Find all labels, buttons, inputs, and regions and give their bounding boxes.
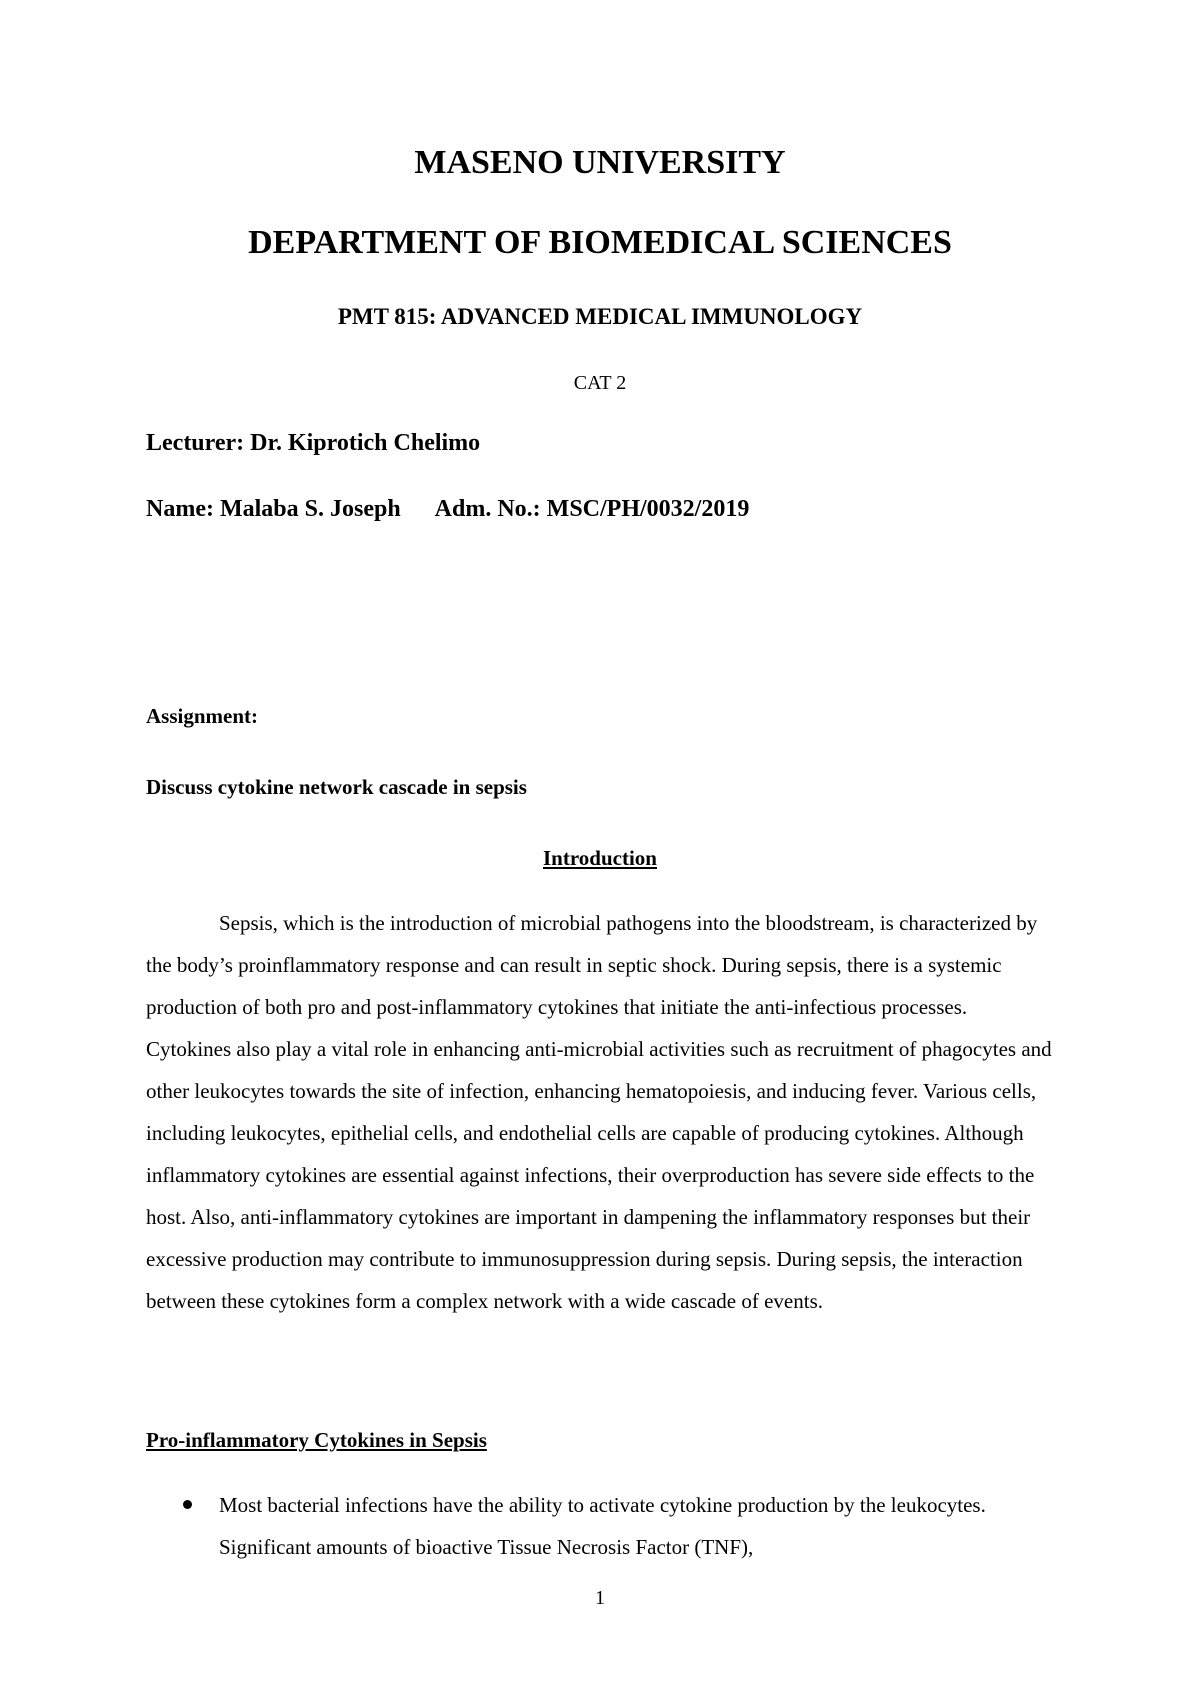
list-item [146,1484,1056,1568]
assignment-question: Discuss cytokine network cascade in sepsis [146,775,527,799]
department-title: DEPARTMENT OF BIOMEDICAL SCIENCES [248,224,952,261]
admission-number: Adm. No.: MSC/PH/0032/2019 [434,496,750,522]
student-details [146,496,749,523]
bullet-icon [183,1500,192,1509]
bullet-text: Most bacterial infections have the ability to activate cytokine production by the leukocytes. Significant amounts of bioactive Tissue Necrosis Factor (TNF), [219,1493,986,1559]
page-number: 1 [595,1587,605,1609]
university-title: MASENO UNIVERSITY [414,144,786,181]
introduction-paragraph: Sepsis, which is the introduction of microbial pathogens into the bloodstream, is characterized by the body’s proinflammatory response and can result in septic shock. During sepsis, there is a systemic production of both pro and post-inflammatory cytokines that initiate the anti-infectious processes. Cytokines also play a vital role in enhancing anti-microbial activities such as recruitment of phagocytes and other leukocytes towards the site of infection, enhancing hematopoiesis, and inducing fever. Various cells, including leukocytes, epithelial cells, and endothelial cells are capable of producing cytokines. Although inflammatory cytokines are essential against infections, their overproduction has severe side effects to the host. Also, anti-inflammatory cytokines are important in dampening the inflammatory responses but their excessive production may contribute to immunosuppression during sepsis. During sepsis, the interaction between these cytokines form a complex network with a wide cascade of events. [146,911,1052,1313]
introduction-heading: Introduction [543,846,657,870]
lecturer-line: Lecturer: Dr. Kiprotich Chelimo [146,430,481,456]
cat-label: CAT 2 [573,372,627,394]
assignment-label: Assignment: [146,704,259,728]
proinflammatory-heading: Pro-inflammatory Cytokines in Sepsis [146,1428,487,1452]
student-name: Name: Malaba S. Joseph [146,496,401,522]
course-title: PMT 815: ADVANCED MEDICAL IMMUNOLOGY [337,304,863,329]
proinflammatory-bullet-list [146,1484,1056,1568]
